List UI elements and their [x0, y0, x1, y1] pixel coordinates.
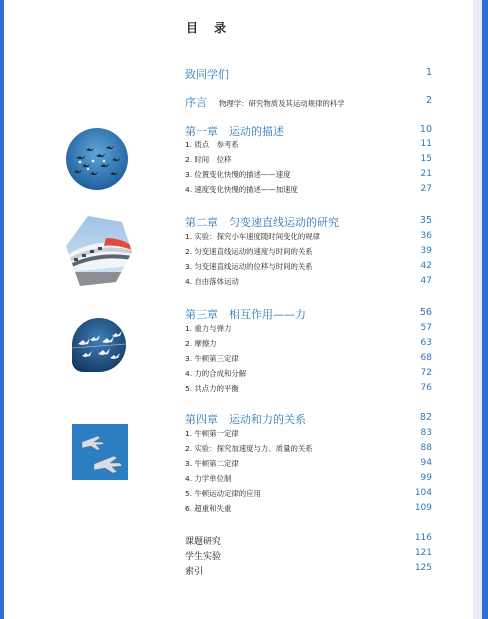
chapter-page: 56 [419, 307, 432, 318]
toc-chapter-4[interactable] [185, 411, 432, 425]
toc-entry-page: 116 [414, 533, 432, 543]
page-title: 目 录 [186, 21, 233, 35]
toc-item-title: 3. 匀变速直线运动的位移与时间的关系 [185, 262, 313, 271]
toc-item[interactable] [185, 182, 432, 196]
chapter-page: 35 [419, 215, 432, 226]
flock-of-birds-image [66, 128, 128, 190]
toc-item-title: 1. 牛顿第一定律 [185, 429, 239, 438]
page-border-right [482, 0, 488, 619]
toc-item[interactable] [185, 152, 432, 166]
toc-item-page: 104 [414, 488, 432, 498]
toc-item-page: 76 [420, 383, 432, 393]
toc-item-page: 27 [420, 184, 432, 194]
toc-entry-title: 索引 [185, 567, 204, 577]
toc-item[interactable] [185, 351, 432, 365]
toc-item-title: 3. 牛顿第二定律 [185, 459, 239, 468]
toc-item[interactable] [185, 381, 432, 395]
toc-item-title: 5. 共点力的平衡 [185, 384, 239, 393]
birds-on-wire-image [72, 318, 126, 372]
toc-item[interactable] [185, 441, 432, 455]
toc-item-title: 2. 实验：探究加速度与力、质量的关系 [185, 444, 313, 453]
toc-item-page: 47 [420, 276, 432, 286]
toc-entry-preface[interactable] [185, 94, 432, 108]
toc-item-title: 4. 力学单位制 [185, 474, 232, 483]
toc-item-page: 72 [420, 368, 432, 378]
toc-entry-title: 学生实验 [185, 552, 222, 562]
toc-item-page: 63 [420, 338, 432, 348]
toc-item[interactable] [185, 336, 432, 350]
toc-item-page: 36 [420, 231, 432, 241]
toc-item-title: 1. 实验：探究小车速度随时间变化的规律 [185, 232, 321, 241]
toc-item-page: 109 [414, 503, 432, 513]
toc-item-title: 2. 匀变速直线运动的速度与时间的关系 [185, 247, 313, 256]
toc-entry-experiments[interactable] [185, 548, 432, 562]
toc-item[interactable] [185, 229, 432, 243]
chapter-title: 第三章 相互作用——力 [185, 308, 306, 321]
toc-item-page: 57 [420, 323, 432, 333]
chapter-title: 第二章 匀变速直线运动的研究 [185, 216, 339, 229]
toc-item-title: 4. 速度变化快慢的描述——加速度 [185, 185, 298, 194]
toc-item-title: 6. 超重和失重 [185, 504, 232, 513]
fighter-jets-image [72, 424, 128, 480]
toc-entry-page: 2 [425, 95, 432, 106]
toc-item[interactable] [185, 274, 432, 288]
toc-item-page: 88 [420, 443, 432, 453]
toc-item[interactable] [185, 244, 432, 258]
toc-item-title: 1. 质点 参考系 [185, 140, 239, 149]
toc-item[interactable] [185, 366, 432, 380]
toc-item[interactable] [185, 486, 432, 500]
toc-item-title: 5. 牛顿运动定律的应用 [185, 489, 261, 498]
toc-entry-index[interactable] [185, 563, 432, 577]
chapter-page: 82 [419, 412, 432, 423]
toc-item-page: 15 [420, 154, 432, 164]
toc-item-title: 2. 时间 位移 [185, 155, 232, 164]
toc-item-title: 4. 自由落体运动 [185, 277, 239, 286]
toc-entry-subtitle: 物理学：研究物质及其运动规律的科学 [219, 99, 345, 108]
toc-item-title: 3. 牛顿第三定律 [185, 354, 239, 363]
chapter-title: 第四章 运动和力的关系 [185, 413, 306, 426]
toc-item[interactable] [185, 471, 432, 485]
toc-entry-page: 121 [414, 548, 432, 558]
toc-item-title: 4. 力的合成和分解 [185, 369, 247, 378]
toc-item-page: 42 [420, 261, 432, 271]
toc-entry-research[interactable] [185, 533, 432, 547]
toc-item[interactable] [185, 501, 432, 515]
toc-entry-preface-letter[interactable] [185, 66, 432, 80]
toc-item-page: 68 [420, 353, 432, 363]
toc-item-page: 83 [420, 428, 432, 438]
chapter-title: 第一章 运动的描述 [185, 125, 284, 138]
toc-item-page: 94 [420, 458, 432, 468]
toc-item-page: 99 [420, 473, 432, 483]
toc-entry-title: 序言 [185, 96, 207, 109]
maglev-train-image [66, 216, 132, 286]
toc-chapter-3[interactable] [185, 306, 432, 320]
page-gutter [473, 0, 482, 619]
toc-item-page: 11 [420, 139, 432, 149]
toc-item-page: 21 [420, 169, 432, 179]
toc-item[interactable] [185, 456, 432, 470]
page-border-left [0, 0, 4, 619]
toc-item-title: 3. 位置变化快慢的描述——速度 [185, 170, 291, 179]
toc-item[interactable] [185, 426, 432, 440]
toc-entry-page: 125 [414, 563, 432, 573]
toc-entry-title: 致同学们 [185, 68, 229, 81]
toc-item[interactable] [185, 137, 432, 151]
toc-item-title: 2. 摩擦力 [185, 339, 217, 348]
toc-item-title: 1. 重力与弹力 [185, 324, 232, 333]
toc-item[interactable] [185, 321, 432, 335]
toc-item[interactable] [185, 259, 432, 273]
toc-item-page: 39 [420, 246, 432, 256]
toc-item[interactable] [185, 167, 432, 181]
chapter-page: 10 [419, 124, 432, 135]
toc-chapter-1[interactable] [185, 123, 432, 137]
toc-entry-title: 课题研究 [185, 537, 222, 547]
toc-entry-page: 1 [425, 67, 432, 78]
toc-chapter-2[interactable] [185, 214, 432, 228]
